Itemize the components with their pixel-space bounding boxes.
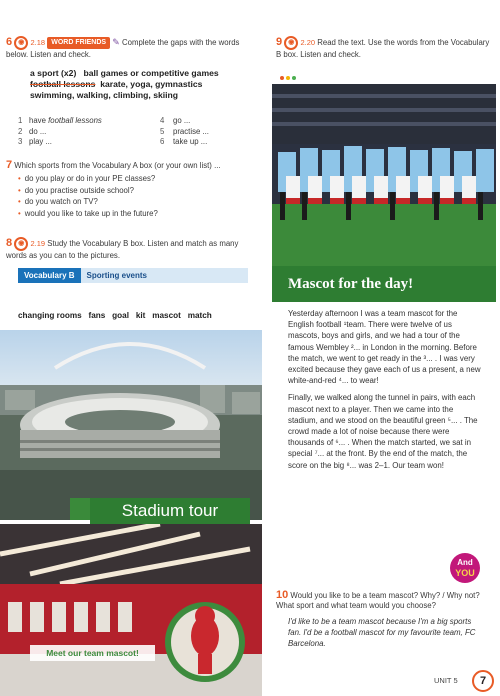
list-item: • do you practise outside school?: [18, 185, 134, 195]
gap-item: 3 play ...: [18, 137, 52, 146]
dots-decoration: [280, 73, 296, 82]
list-item: • would you like to take up in the future?: [18, 208, 158, 218]
gap-item: 4 go ...: [160, 116, 191, 125]
stadium-tour-caption: Stadium tour: [90, 498, 250, 524]
ex8-track: 2.19: [30, 239, 46, 249]
ex6-header: [6, 36, 260, 60]
article-paragraph-2: Finally, we walked along the tunnel in pairs, with each mascot next to a player. Then we came into the stadium, and we stood on the beautiful green ⁵... . The crowd made a lot of noise because there were thousands of ⁶... . When the match started, we sat in special ⁷... at the front. By the end of the match, the score on the big ⁸... was 2–1. Our team won!: [288, 393, 478, 470]
ex10-answer: I'd like to be a team mascot because I'm a big sports fan. I'd be a football mascot for my favourite team, FC Barcelona.: [288, 617, 476, 648]
ex6-number: 6: [6, 36, 13, 49]
vocab-line1: changing rooms fans goal kit mascot match: [18, 311, 212, 320]
stadium-photo: [0, 330, 262, 520]
vocab-tag: Vocabulary B: [18, 268, 81, 283]
exercise-7: [6, 160, 260, 219]
ex6-gaps-right: [160, 116, 260, 148]
ex6-words-line2: karate, yoga, gymnastics: [95, 79, 203, 89]
ex7-number: 7: [6, 159, 13, 171]
ex6-word-box: [30, 68, 260, 101]
page-footer: [430, 670, 496, 692]
word-friends-badge: WORD FRIENDS: [47, 37, 110, 49]
vocab-title: Sporting events: [81, 268, 248, 283]
list-item: • do you play or do in your PE classes?: [18, 174, 156, 183]
team-illustration: [272, 84, 496, 266]
list-item: • do you watch on TV?: [18, 197, 98, 206]
ex10-question: Would you like to be a team mascot? Why? / Why not? What sport and what team would you choose?: [276, 591, 480, 610]
gap-item: 5 practise ...: [160, 126, 209, 136]
ex8-instruction: Study the Vocabulary B box. Listen and match as many words as you can to the pictures.: [6, 239, 239, 260]
exercise-10: [276, 590, 484, 649]
ex6-words-line3: swimming, walking, climbing, skiing: [30, 90, 179, 100]
audio-cd-icon[interactable]: ◉: [14, 36, 28, 50]
ex9-instruction: Read the text. Use the words from the Vocabulary B box. Listen and check.: [276, 38, 490, 59]
audio-cd-icon[interactable]: ◉: [284, 36, 298, 50]
ex6-gaps-left: [18, 116, 148, 148]
ex10-number: 10: [276, 589, 289, 601]
article-body: [288, 308, 484, 477]
article-paragraph-1: Yesterday afternoon I was a team mascot for the English football ¹team. There were twelve of us mascots, boys and girls, and we had a tour of the famous Wembley ²... in London in the morning. Before the match, we went to get ready in the ³... . I was very excited because they gave each of us a present, a new white-and-red ⁴... to wear!: [288, 309, 481, 386]
ex6-words-line1: a sport (x2) ball games or competitive games: [30, 68, 219, 78]
article-title-banner: [272, 266, 496, 302]
audio-cd-icon[interactable]: ◉: [14, 237, 28, 251]
and-you-badge: And YOU: [450, 553, 480, 583]
ex6-instruction: Complete the gaps with the words below. Listen and check.: [6, 38, 240, 59]
mascot-caption: Meet our team mascot!: [30, 645, 155, 661]
gap-item: 2 do ...: [18, 126, 47, 136]
unit-label: UNIT 5: [434, 676, 458, 685]
changing-room-photo: [0, 524, 262, 696]
team-photo: [272, 84, 496, 266]
pencil-icon: ✎: [112, 37, 120, 48]
page-number: 7: [472, 670, 494, 692]
gap-item: 1 have football lessons: [18, 116, 102, 125]
ex7-bullets: [18, 173, 260, 219]
ex9-number: 9: [276, 36, 283, 49]
exercise-6: [6, 36, 260, 60]
stadium-illustration: [0, 330, 262, 520]
article-title: Mascot for the day!: [288, 276, 414, 292]
exercise-9: [276, 36, 492, 60]
ex6-example-word: football lessons: [30, 79, 96, 89]
ex8-number: 8: [6, 237, 13, 250]
exercise-8: [6, 237, 260, 261]
gap-item: 6 take up ...: [160, 137, 208, 146]
ex6-track: 2.18: [30, 38, 46, 48]
changing-room-illustration: [0, 524, 262, 696]
ex7-instruction: Which sports from the Vocabulary A box (or your own list) ...: [14, 161, 221, 170]
ex9-track: 2.20: [300, 38, 316, 48]
